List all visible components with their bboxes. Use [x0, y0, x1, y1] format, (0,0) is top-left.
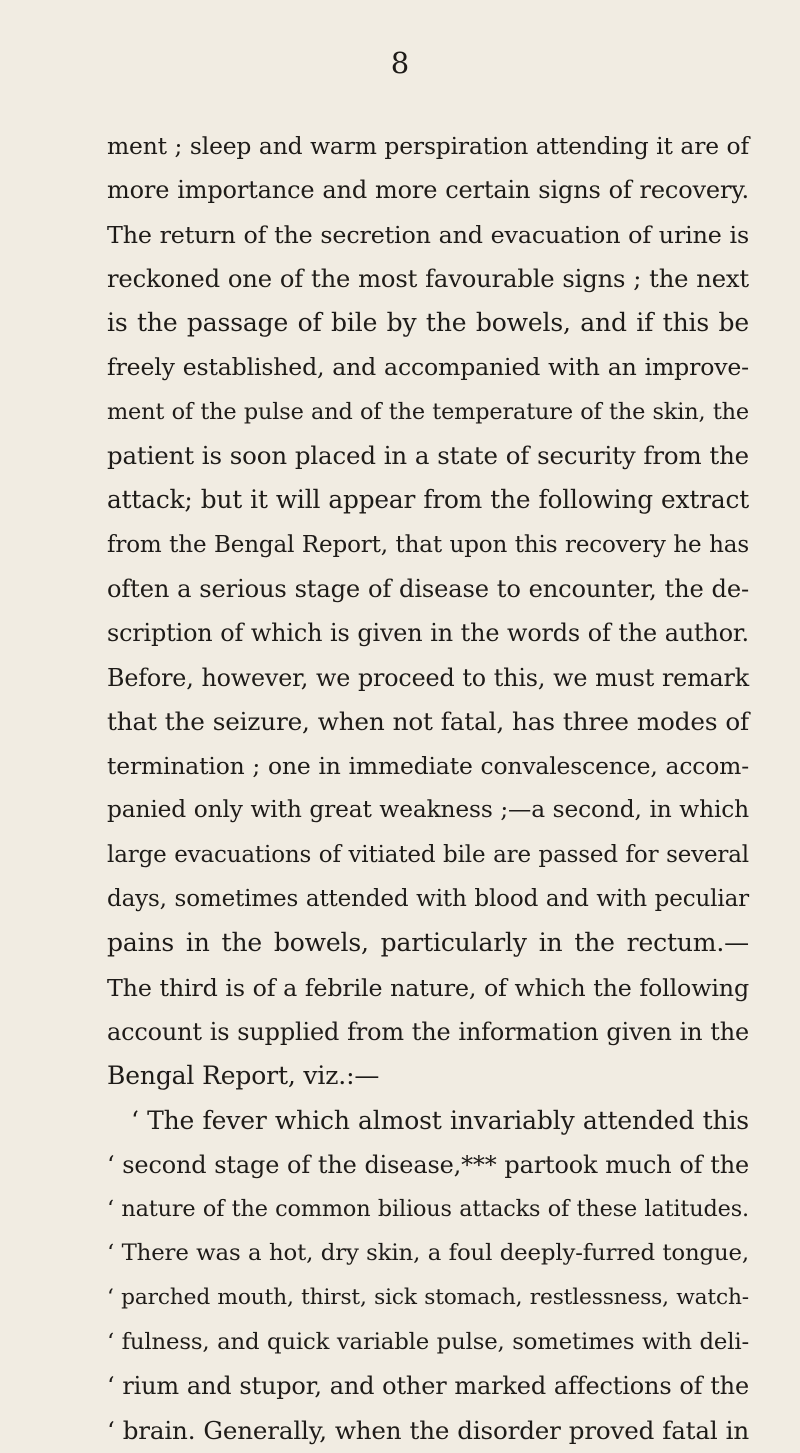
quote-line: ‘ There was a hot, dry skin, a foul deeply-furred tongue,: [107, 1240, 749, 1267]
quote-line: ‘ nature of the common bilious attacks of these latitudes.: [107, 1196, 749, 1223]
quote-line: ‘ parched mouth, thirst, sick stomach, restlessness, watch-: [107, 1284, 749, 1310]
quote-line: ‘ fulness, and quick variable pulse, sometimes with deli-: [107, 1329, 749, 1356]
text-line: ment of the pulse and of the temperature of the skin, the: [107, 398, 749, 425]
text-line: days, sometimes attended with blood and with peculiar: [107, 886, 749, 913]
text-line: Bengal Report, viz.:—: [107, 1061, 380, 1091]
text-line: is the passage of bile by the bowels, and if this be: [107, 308, 749, 338]
text-line: account is supplied from the information given in the: [107, 1017, 749, 1046]
text-line: large evacuations of vitiated bile are passed for several: [107, 841, 749, 868]
quote-line: ‘ rium and stupor, and other marked affections of the: [107, 1372, 749, 1401]
text-line: scription of which is given in the words of the author.: [107, 619, 749, 648]
page-text: [107, 124, 749, 1453]
text-line: freely established, and accompanied with an improve-: [107, 353, 749, 382]
text-line: more importance and more certain signs of recovery.: [107, 176, 749, 205]
quote-line: ‘ second stage of the disease,*** partook much of the: [107, 1150, 749, 1179]
text-line: attack; but it will appear from the following extract: [107, 485, 749, 515]
text-line: from the Bengal Report, that upon this recovery he has: [107, 531, 749, 558]
quote-line: ‘ brain. Generally, when the disorder proved fatal in: [107, 1415, 749, 1445]
text-line: reckoned one of the most favourable signs ; the next: [107, 264, 749, 293]
text-line: termination ; one in immediate convalescence, accom-: [107, 752, 749, 781]
text-line: panied only with great weakness ;—a second, in which: [107, 796, 749, 824]
text-line: that the seizure, when not fatal, has three modes of: [107, 706, 749, 736]
text-line: patient is soon placed in a state of security from the: [107, 441, 749, 471]
text-line: The third is of a febrile nature, of which the following: [107, 973, 749, 1002]
page-number: 8: [390, 46, 410, 80]
text-line: Before, however, we proceed to this, we must remark: [107, 663, 749, 692]
text-line: often a serious stage of disease to encounter, the de-: [107, 574, 749, 603]
text-line: ment ; sleep and warm perspiration attending it are of: [107, 132, 749, 160]
quote-line: ‘ The fever which almost invariably attended this: [131, 1105, 749, 1135]
text-line: pains in the bowels, particularly in the rectum.—: [107, 928, 749, 958]
text-line: The return of the secretion and evacuation of urine is: [107, 220, 749, 249]
